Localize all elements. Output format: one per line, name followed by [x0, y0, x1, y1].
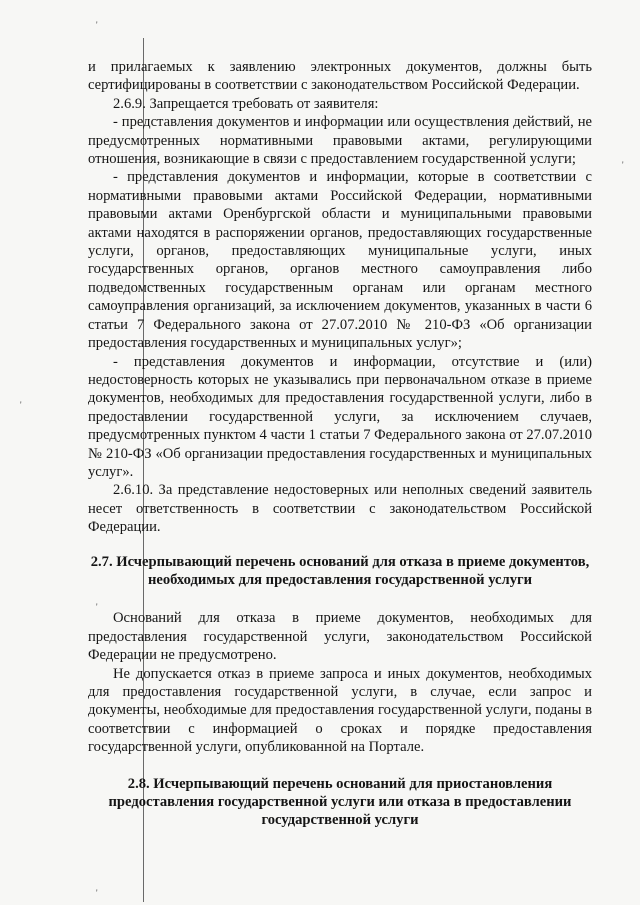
scan-speck: '	[96, 20, 98, 30]
document-body	[88, 58, 592, 830]
scan-speck: '	[96, 888, 98, 898]
paragraph: Не допускается отказ в приеме запроса и иных документов, необходимых для предоставления государственной услуги, в случае, если запрос и документы, необходимые для предоставления государственной услуги, поданы в соответствии с информацией о сроках и порядке предоставления государственной услуги, опубликованной на Портале.	[88, 665, 592, 756]
scan-speck: '	[622, 160, 624, 170]
paragraph: Оснований для отказа в приеме документов, необходимых для предоставления государственной услуги, законодательством Российской Федерации не предусмотрено.	[88, 610, 592, 664]
section-heading-2-8: 2.8. Исчерпывающий перечень оснований для приостановления предоставления государственной услуги или отказа в предоставлении государственной услуги	[108, 775, 572, 829]
paragraph: - представления документов и информации, отсутствие и (или) недостоверность которых не указывались при первоначальном отказе в приеме документов, необходимых для предоставления государственной услуги, либо в предоставлении государственной услуги, за исключением случаев, предусмотренных пунктом 4 части 1 статьи 7 Федерального закона от 27.07.2010 № 210-ФЗ «Об организации предоставления государственных и муниципальных услуг».	[88, 353, 592, 480]
paragraph: - представления документов и информации, которые в соответствии с нормативными правовыми актами Российской Федерации, нормативными правовыми актами Оренбургской области и муниципальными правовыми актами находятся в распоряжении органов, предоставляющих государственные услуги, органов, предоставляющих муниципальные услуги, иных государственных органов, органов местного самоуправления либо подведомственных государственным органам или органам местного самоуправления организаций, за исключением документов, указанных в части 6 статьи 7 Федерального закона от 27.07.2010 № 210-ФЗ «Об организации предоставления государственных и муниципальных услуг»;	[88, 169, 592, 352]
paragraph: 2.6.10. За представление недостоверных или неполных сведений заявитель несет ответственность в соответствии с законодательством Российской Федерации.	[88, 482, 592, 536]
paragraph: и прилагаемых к заявлению электронных документов, должны быть сертифицированы в соответствии с законодательством Российской Федерации.	[88, 59, 592, 94]
paragraph: 2.6.9. Запрещается требовать от заявителя:	[113, 95, 379, 112]
scan-speck: '	[20, 400, 22, 410]
scan-speck: '	[96, 602, 98, 612]
section-heading-2-7: 2.7. Исчерпывающий перечень оснований для отказа в приеме документов, необходимых для предоставления государственной услуги	[90, 553, 590, 588]
paragraph: - представления документов и информации или осуществления действий, не предусмотренных нормативными правовыми актами, регулирующими отношения, возникающие в связи с предоставлением государственной услуги;	[88, 114, 592, 168]
